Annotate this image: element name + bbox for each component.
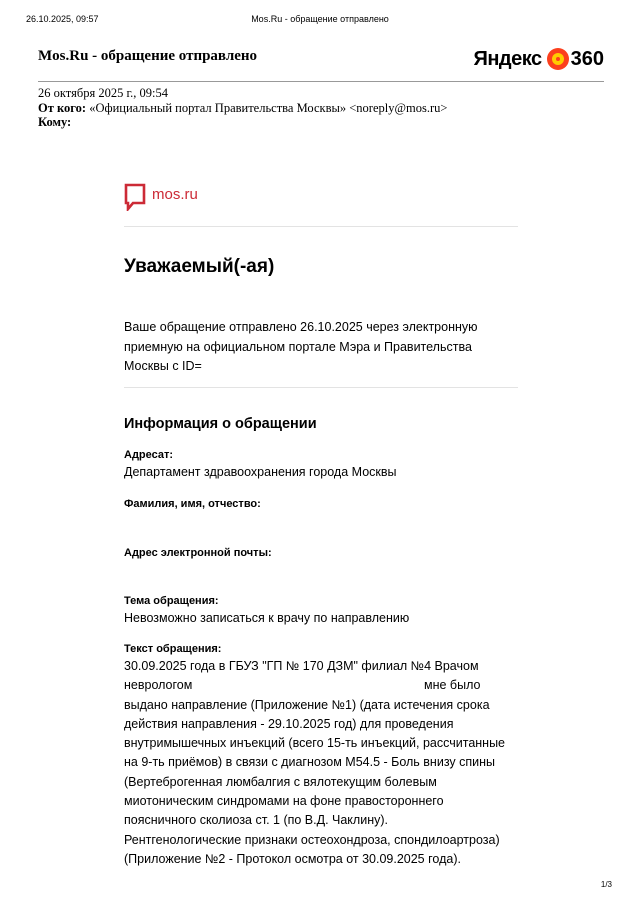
yandex-logo-number: 360 (570, 47, 604, 70)
page-number: 1/3 (600, 880, 612, 889)
mail-from (38, 101, 604, 116)
mail-meta (38, 86, 604, 130)
text-line: Рентгенологические признаки остеохондроза, спондилоартроза) (124, 832, 500, 847)
mos-ru-logo-icon (124, 183, 146, 211)
appeal-text (124, 657, 518, 869)
yandex-logo-word: Яндекс (473, 47, 542, 70)
mail-subject: Mos.Ru - обращение отправлено (38, 48, 258, 64)
sent-line: Москвы с ID= (124, 359, 202, 373)
print-header (0, 14, 640, 28)
from-value[interactable]: «Официальный портал Правительства Москвы» <noreply@mos.ru> (89, 100, 448, 115)
text-line: внутримышечных инъекций (всего 15-ть инъекций, рассчитанные (124, 736, 506, 751)
greeting: Уважаемый(-ая) (124, 256, 275, 277)
print-datetime: 26.10.2025, 09:57 (26, 14, 99, 24)
from-label: От кого: (38, 100, 87, 115)
info-title: Информация о обращении (124, 416, 317, 432)
sent-line: Ваше обращение отправлено 26.10.2025 через электронную (124, 320, 478, 334)
addressee-label: Адресат: (124, 449, 174, 461)
addressee-value: Департамент здравоохранения города Москвы (124, 465, 397, 479)
sent-line: приемную на официальном портале Мэра и Правительства (124, 339, 472, 354)
text-line-left: неврологом (124, 678, 193, 693)
mail-to (38, 115, 604, 130)
topic-value: Невозможно записаться к врачу по направлению (124, 611, 410, 625)
topic-label: Тема обращения: (124, 595, 219, 607)
text-line-right: мне было (424, 678, 481, 693)
email-label: Адрес электронной почты: (124, 547, 272, 559)
yandex-360-logo (473, 46, 604, 72)
mos-ru-logo (124, 183, 198, 213)
sent-message (124, 318, 518, 377)
mail-date: 26 октября 2025 г., 09:54 (38, 86, 169, 100)
text-line: поясничного сколиоза ст. 1 (по В.Д. Чаклину). (124, 813, 388, 828)
text-label: Текст обращения: (124, 643, 222, 655)
yandex-360-icon (547, 48, 569, 70)
name-label: Фамилия, имя, отчество: (124, 498, 261, 510)
mos-ru-logo-text: mos.ru (152, 186, 198, 203)
divider (124, 387, 518, 388)
print-title: Mos.Ru - обращение отправлено (251, 14, 389, 24)
text-line: выдано направление (Приложение №1) (дата истечения срока (124, 697, 490, 712)
divider (124, 226, 518, 227)
to-label: Кому: (38, 115, 72, 129)
text-line: действия направления - 29.10.2025 год) для проведения (124, 716, 454, 731)
text-line: на 9-ть приёмов) в связи с диагнозом M54.5 - Боль внизу спины (124, 755, 496, 770)
text-line: 30.09.2025 года в ГБУЗ "ГП № 170 ДЗМ" филиал №4 Врачом (124, 659, 479, 673)
text-line-split (124, 676, 518, 695)
mail-header (38, 46, 604, 82)
text-line: (Приложение №2 - Протокол осмотра от 30.09.2025 года). (124, 851, 461, 866)
text-line: миотоническим синдромами на фоне правостороннего (124, 794, 444, 809)
text-line: (Вертеброгенная люмбалгия с вялотекущим болевым (124, 774, 437, 789)
